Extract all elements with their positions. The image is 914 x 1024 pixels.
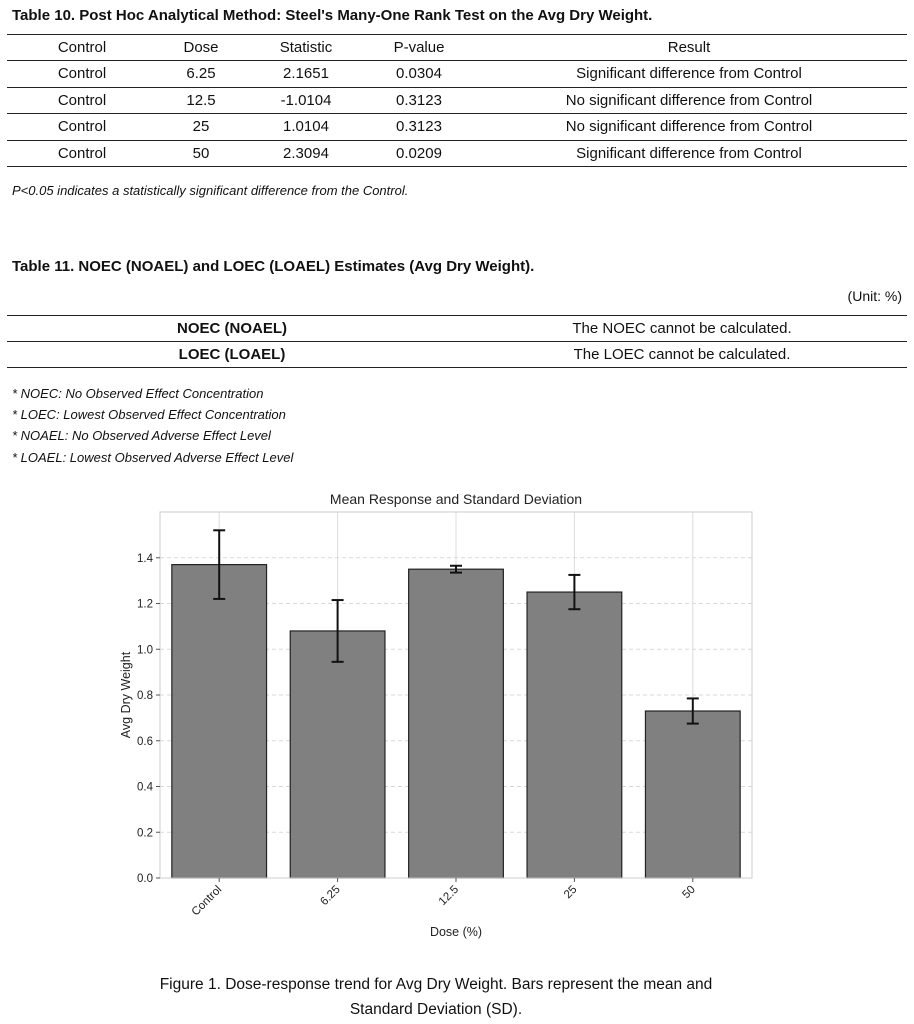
- column-header: Result: [667, 39, 711, 56]
- row-label: NOEC (NOAEL): [177, 320, 287, 337]
- noec-loec-table: [7, 315, 907, 368]
- table-row: [7, 87, 907, 114]
- table-cell: Control: [57, 144, 107, 162]
- table-10-title: Table 10. Post Hoc Analytical Method: Steel's Many-One Rank Test on the Avg Dry Weight.: [12, 7, 653, 24]
- y-tick-label: 0.2: [137, 827, 153, 840]
- table-cell: Significant difference from Control: [576, 144, 802, 162]
- table-row: [7, 61, 907, 88]
- footnote: * NOEC: No Observed Effect Concentration: [12, 386, 264, 401]
- table-cell: No significant difference from Control: [565, 91, 813, 109]
- bar: [172, 565, 267, 878]
- y-axis-label: Avg Dry Weight: [119, 651, 133, 739]
- x-tick-label: 12.5: [436, 883, 462, 908]
- row-label: LOEC (LOAEL): [178, 346, 286, 363]
- table-10-note: P<0.05 indicates a statistically significant difference from the Control.: [12, 183, 409, 198]
- table-cell: Control: [57, 118, 107, 136]
- x-tick-label: Control: [189, 883, 225, 919]
- y-tick-label: 1.4: [137, 552, 153, 565]
- steel-test-table: [7, 34, 907, 167]
- y-tick-label: 1.2: [137, 598, 153, 611]
- bar: [527, 592, 622, 878]
- table-cell: Control: [57, 91, 107, 109]
- table-row: [7, 114, 907, 141]
- table-cell: 25: [192, 118, 210, 136]
- table-cell: 0.0209: [396, 144, 442, 162]
- table-cell: Significant difference from Control: [576, 65, 802, 83]
- table-row: [7, 342, 907, 368]
- bar-chart: [0, 485, 914, 955]
- table-cell: Control: [57, 65, 107, 83]
- table-row: [7, 140, 907, 167]
- x-tick-label: 6.25: [318, 883, 343, 908]
- figure-caption: [0, 972, 872, 1022]
- caption-line: Figure 1. Dose-response trend for Avg Dry Weight. Bars represent the mean and: [159, 976, 713, 993]
- bar: [645, 711, 740, 878]
- column-header: Control: [57, 39, 107, 56]
- table-11-title: Table 11. NOEC (NOAEL) and LOEC (LOAEL) Estimates (Avg Dry Weight).: [12, 258, 535, 275]
- x-axis-label: Dose (%): [429, 925, 483, 939]
- footnote: * LOEC: Lowest Observed Effect Concentration: [12, 407, 286, 423]
- table-cell: 12.5: [186, 91, 216, 109]
- footnote: * NOAEL: No Observed Adverse Effect Level: [12, 428, 271, 444]
- table-row: [7, 316, 907, 342]
- bar: [290, 631, 385, 878]
- table-cell: 2.1651: [283, 65, 329, 83]
- table-header-row: [7, 35, 907, 61]
- bar: [409, 569, 504, 878]
- footnote-list: [12, 386, 293, 471]
- y-tick-label: 0.4: [137, 781, 153, 794]
- row-value: The NOEC cannot be calculated.: [572, 320, 792, 337]
- caption-line: Standard Deviation (SD).: [349, 1001, 523, 1018]
- table-cell: 1.0104: [283, 118, 329, 136]
- row-value: The LOEC cannot be calculated.: [573, 346, 791, 363]
- column-header: Dose: [183, 39, 219, 56]
- unit-label: (Unit: %): [847, 288, 902, 304]
- table-cell: 6.25: [186, 65, 216, 83]
- table-cell: 0.0304: [396, 65, 442, 83]
- column-header: P-value: [393, 39, 445, 56]
- footnote: * LOAEL: Lowest Observed Adverse Effect Level: [12, 449, 294, 465]
- y-tick-label: 0.6: [137, 735, 153, 748]
- y-tick-label: 0.8: [137, 690, 153, 702]
- table-cell: 2.3094: [283, 144, 329, 162]
- table-cell: -1.0104: [280, 91, 332, 109]
- x-tick-label: 50: [680, 883, 698, 902]
- y-tick-label: 0.0: [137, 873, 153, 885]
- table-cell: 0.3123: [396, 91, 442, 109]
- x-tick-label: 25: [561, 883, 580, 902]
- table-cell: No significant difference from Control: [565, 118, 813, 136]
- table-cell: 50: [192, 144, 210, 162]
- table-cell: 0.3123: [396, 118, 442, 136]
- column-header: Statistic: [279, 39, 333, 56]
- y-tick-label: 1.0: [137, 644, 153, 657]
- chart-title: Mean Response and Standard Deviation: [329, 491, 583, 507]
